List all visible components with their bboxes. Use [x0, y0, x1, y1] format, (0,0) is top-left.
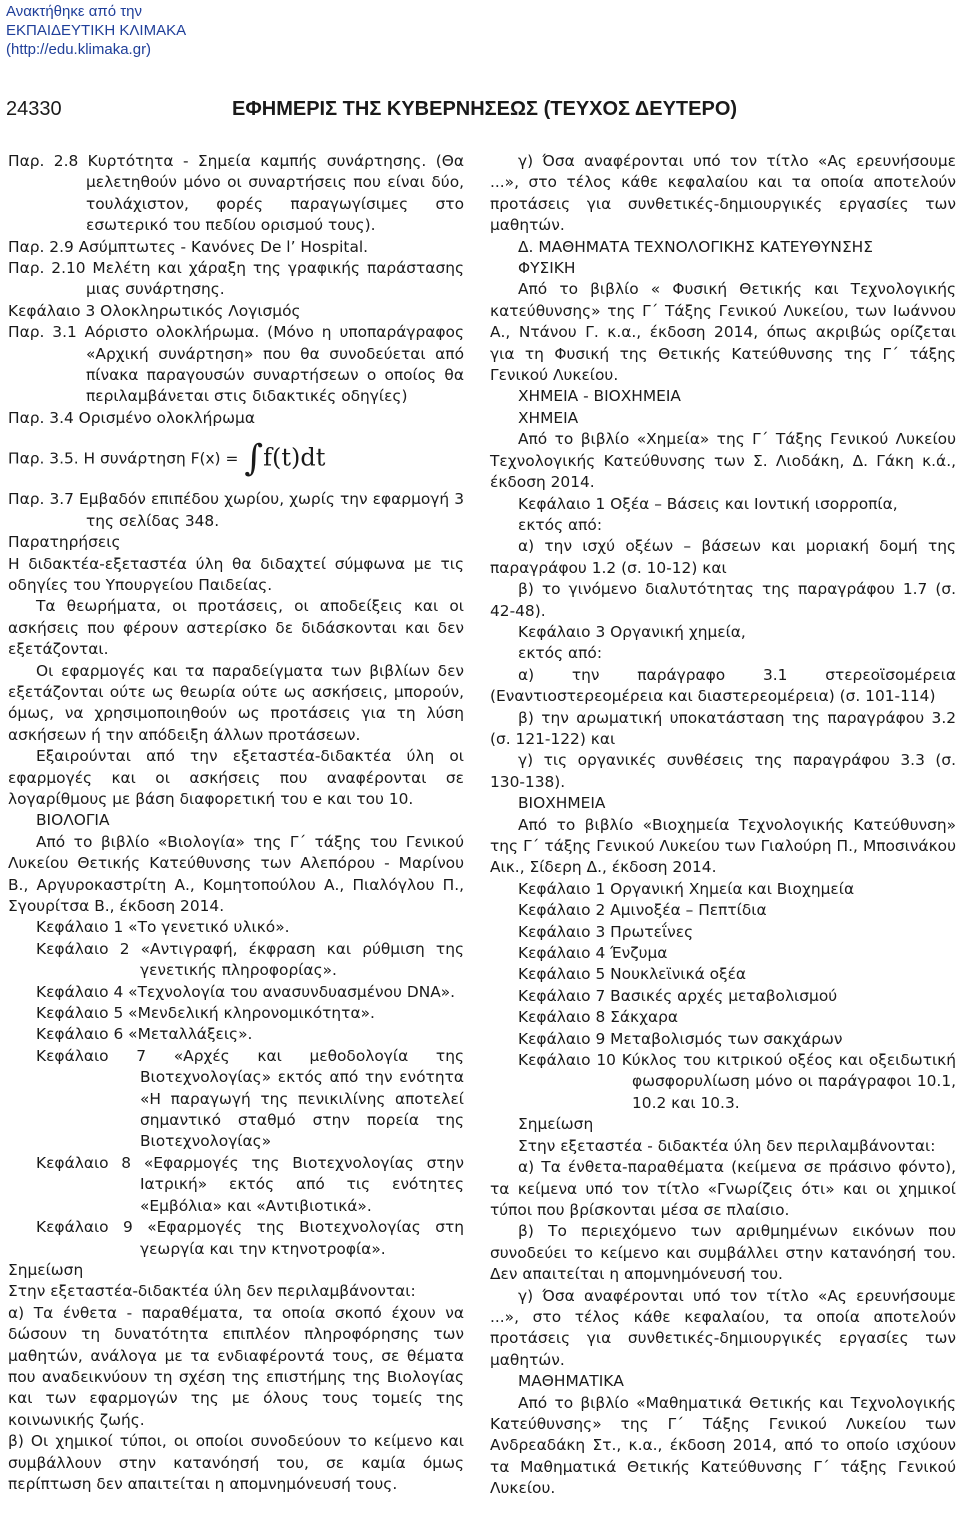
math-heading: ΜΑΘΗΜΑΤΙΚΑ [518, 1372, 624, 1391]
par-3-5 [8, 438, 464, 480]
notes-heading: Παρατηρήσεις [8, 533, 121, 552]
chem-note-c: γ) Όσα αναφέρονται υπό τον τίτλο «Ας ερευνήσουμε ...», στο τέλος κάθε κεφαλαίου και τα οποία αποτελούν προτάσεις για συνθετικές-δημιουργικές εργασίες των μαθητών. [490, 152, 956, 235]
chemistry-heading: ΧΗΜΕΙΑ [518, 408, 579, 427]
biology-heading: ΒΙΟΛΟΓΙΑ [36, 811, 110, 830]
biochem-chapter-8: Κεφάλαιο 8 Σάκχαρα [518, 1008, 679, 1027]
par-3-4: Παρ. 3.4 Ορισμένο ολοκλήρωμα [8, 408, 255, 427]
integral-icon: ∫ [244, 438, 264, 480]
chem-except-1: εκτός από: [518, 515, 603, 534]
chem-biochem-heading: ΧΗΜΕΙΑ - ΒΙΟΧΗΜΕΙΑ [518, 387, 681, 406]
section-d-heading: Δ. ΜΑΘΗΜΑΤΑ ΤΕΧΝΟΛΟΓΙΚΗΣ ΚΑΤΕΥΘΥΝΣΗΣ [518, 237, 873, 256]
biochem-chapter-10: Κεφάλαιο 10 Κύκλος του κιτρικού οξέος και οξειδωτική φωσφορυλίωση μόνο οι παράγραφοι 10.1, 10.2 και 10.3. [518, 1051, 956, 1112]
right-column [490, 151, 956, 1500]
gazette-title: ΕΦΗΜΕΡΙΣ ΤΗΣ ΚΥΒΕΡΝΗΣΕΩΣ (ΤΕΥΧΟΣ ΔΕΥΤΕΡΟ) [232, 98, 738, 120]
bio-note-a: α) Τα ένθετα - παραθέματα, τα οποία σκοπό έχουν να δώσουν τη δυνατότητα επιπλέον πληροφόρησης των μαθητών, ανάλογα με τα ενδιαφέροντά τους, σε θέματα που αναδεικνύουν τη σχέση της επιστήμης της Βιολογίας και των εφαρμογών της με όλους τους τομείς της κοινωνικής ζωής. [8, 1303, 464, 1429]
chem-except-3a: α) την παράγραφο 3.1 στερεοϊσομέρεια (Εναντιοστερεομέρεια και διαστερεομέρεια) (σ. 101-114) [490, 665, 956, 706]
bio-chapter-8: Κεφάλαιο 8 «Εφαρμογές της Βιοτεχνολογίας στην Ιατρική» εκτός από τις ενότητες «Εμβόλια» και «Αντιβιοτικά». [36, 1153, 464, 1215]
spacer [8, 477, 464, 489]
par-3-1: Παρ. 3.1 Αόριστο ολοκλήρωμα. (Μόνο η υποπαράγραφος «Αρχική συνάρτηση» που θα συνοδεύεται από πίνακα παραγουσών συναρτήσεων ο οποίος θα περιλαμβάνεται στις διδακτικές οδηγίες) [8, 323, 464, 406]
biochem-chapter-5: Κεφάλαιο 5 Νουκλεϊνικά οξέα [518, 965, 747, 984]
par-3-7: Παρ. 3.7 Εμβαδόν επιπέδου χωρίου, χωρίς την εφαρμογή 3 της σελίδας 348. [8, 490, 464, 530]
chem-except-3c: γ) τις οργανικές συνθέσεις της παραγράφου 3.3 (σ. 130-138). [490, 751, 956, 791]
biochem-note-b: β) Το περιεχόμενο των αριθμημένων εικόνων που συνοδεύει το κείμενο και συμβάλλει στην κατανόησή του. Δεν απαιτείται η απομνημόνευσή του. [490, 1222, 956, 1284]
chem-except-3b: β) την αρωματική υποκατάσταση της παραγράφου 3.2 (σ. 121-122) και [490, 708, 956, 748]
biochem-note-intro: Στην εξεταστέα - διδακτέα ύλη δεν περιλαμβάνονται: [518, 1136, 936, 1155]
bio-chapter-7: Κεφάλαιο 7 «Αρχές και μεθοδολογία της Βιοτεχνολογίας» εκτός από την ενότητα «Η παραγωγή της πενικιλίνης αποτελεί σημαντικό σταθμό στην πορεία της Βιοτεχνολογίας» [36, 1046, 464, 1151]
par-2-10: Παρ. 2.10 Μελέτη και χάραξη της γραφικής παράστασης μιας συνάρτησης. [8, 259, 464, 299]
par-2-8: Παρ. 2.8 Κυρτότητα - Σημεία καμπής συνάρτησης. (Θα μελετηθούν μόνο οι συναρτήσεις που είναι δύο, τουλάχιστον, φορές παραγωγίσιμες στο εσωτερικό του πεδίου ορισμού τους). [8, 152, 464, 235]
chapter-3-heading: Κεφάλαιο 3 Ολοκληρωτικός Λογισμός [8, 301, 301, 320]
bio-note-heading: Σημείωση [8, 1260, 84, 1279]
biochem-chapter-4: Κεφάλαιο 4 Ένζυμα [518, 944, 668, 963]
left-column [8, 151, 464, 1495]
chem-chapter-1: Κεφάλαιο 1 Οξέα – Βάσεις και Ιοντική ισορροπία, [518, 494, 898, 513]
bio-chapter-2: Κεφάλαιο 2 «Αντιγραφή, έκφραση και ρύθμιση της γενετικής πληροφορίας». [36, 939, 464, 980]
stamp-link[interactable]: (http://edu.klimaka.gr) [6, 41, 152, 58]
chem-except-1b: β) το γινόμενο διαλυτότητας της παραγράφου 1.7 (σ. 42-48). [490, 580, 956, 620]
bio-chapter-1: Κεφάλαιο 1 «Το γενετικό υλικό». [36, 918, 290, 937]
biochem-book: Από το βιβλίο «Βιοχημεία Τεχνολογικής Κατεύθυνση» της Γ΄ τάξης Γενικού Λυκείου των Γιαλούρη Π., Μποσινάκου Αικ., Σίδερη Δ., έκδοση 2014. [490, 815, 956, 877]
bio-note-intro: Στην εξεταστέα-διδακτέα ύλη δεν περιλαμβάνονται: [8, 1282, 416, 1301]
biochem-note-c: γ) Όσα αναφέρονται υπό τον τίτλο «Ας ερευνήσουμε ...», στο τέλος κάθε κεφαλαίου, τα οποία αποτελούν προτάσεις για συνθετικές-δημιουργικές εργασίες των μαθητών. [490, 1286, 956, 1369]
note-logarithms: Εξαιρούνται από την εξεταστέα-διδακτέα ύλη οι εφαρμογές και οι ασκήσεις που αναφέρονται σε λογαρίθμους με βάση διαφορετική του e και του 10. [8, 747, 464, 808]
bio-chapter-5: Κεφάλαιο 5 «Μενδελική κληρονομικότητα». [36, 1004, 375, 1023]
par-2-9: Παρ. 2.9 Ασύμπτωτες - Κανόνες De l’ Hospital. [8, 237, 369, 256]
page-number: 24330 [6, 98, 62, 120]
integral-formula [244, 438, 326, 480]
math-book: Από το βιβλίο «Μαθηματικά Θετικής και Τεχνολογικής Κατεύθυνσης» της Γ΄ Τάξης Γενικού Λυκείου των Ανδρεαδάκη Στ., κ.α., έκδοση 2014, από το οποίο ισχύουν τα Μαθηματικά Θετικής Κατεύθυνσης Γ΄ τάξης Γενικού Λυκείου. [490, 1393, 956, 1498]
note-asterisk: Τα θεωρήματα, οι προτάσεις, οι αποδείξεις και οι ασκήσεις που φέρουν αστερίσκο δε διδάσκονται και δεν εξετάζονται. [8, 597, 464, 659]
integral-body: f(t)dt [263, 443, 326, 472]
biochem-chapter-7: Κεφάλαιο 7 Βασικές αρχές μεταβολισμού [518, 986, 838, 1005]
bio-chapter-6: Κεφάλαιο 6 «Μεταλλάξεις». [36, 1025, 253, 1044]
biochem-chapter-1: Κεφάλαιο 1 Οργανική Χημεία και Βιοχημεία [518, 879, 855, 898]
source-stamp [6, 2, 186, 59]
chemistry-book: Από το βιβλίο «Χημεία» της Γ΄ Τάξης Γενικού Λυκείου Τεχνολογικής Κατεύθυνσης των Σ. Λιοδάκη, Δ. Γάκη κ.ά., έκδοση 2014. [490, 430, 956, 492]
bio-chapter-9: Κεφάλαιο 9 «Εφαρμογές της Βιοτεχνολογίας στη γεωργία και την κτηνοτροφία». [36, 1218, 464, 1258]
note-examples: Οι εφαρμογές και τα παραδείγματα των βιβλίων δεν εξετάζονται ούτε ως θεωρία ούτε ως ασκήσεις, μπορούν, όμως, να χρησιμοποιηθούν ως προτάσεις για τη λύση ασκήσεων ή την απόδειξη άλλων προτάσεων. [8, 661, 464, 744]
biology-book: Από το βιβλίο «Βιολογία» της Γ΄ τάξης του Γενικού Λυκείου Θετικής Κατεύθυνσης των Αλεπόρου - Μαρίνου Β., Αργυροκαστρίτη Α., Κομητοπούλου Α., Πιαλόγλου Π., Σγουρίτσα Β., έκδοση 2014. [8, 832, 464, 915]
biochem-chapter-9: Κεφάλαιο 9 Μεταβολισμός των σακχάρων [518, 1029, 843, 1048]
biochem-note-heading: Σημείωση [518, 1115, 594, 1134]
chem-except-1a: α) την ισχύ οξέων – βάσεων και μοριακή δομή της παραγράφου 1.2 (σ. 10-12) και [490, 537, 956, 577]
stamp-line-2: ΕΚΠΑΙΔΕΥΤΙΚΗ ΚΛΙΜΑΚΑ [6, 22, 187, 39]
bio-chapter-4: Κεφάλαιο 4 «Τεχνολογία του ανασυνδυασμένου DNA». [36, 982, 456, 1001]
stamp-line-1: Ανακτήθηκε από την [6, 3, 143, 20]
physics-book: Από το βιβλίο « Φυσική Θετικής και Τεχνολογικής κατεύθυνσης» της Γ΄ Τάξης Γενικού Λυκείου, των Ιωάννου Α., Ντάνου Γ. κ.α., έκδοση 2014, όπως ακριβώς ορίζεται για τη Φυσική της Θετικής Κατεύθυνσης της Γ΄ τάξης Γενικού Λυκείου. [490, 280, 956, 385]
bio-note-b: β) Οι χημικοί τύποι, οι οποίοι συνοδεύουν το κείμενο και συμβάλλουν στην κατανόησή του, σε καμία όμως περίπτωση δεν απαιτείται η απομνημόνευσή τους. [8, 1432, 464, 1493]
biochem-chapter-3: Κεφάλαιο 3 Πρωτεΐνες [518, 922, 694, 941]
page-header [0, 98, 960, 128]
physics-heading: ΦΥΣΙΚΗ [518, 259, 576, 278]
biochem-heading: ΒΙΟΧΗΜΕΙΑ [518, 794, 606, 813]
chem-chapter-3: Κεφάλαιο 3 Οργανική χημεία, [518, 622, 746, 641]
biochem-note-a: α) Τα ένθετα-παραθέματα (κείμενα σε πράσινο φόντο), τα κείμενα υπό τον τίτλο «Γνωρίζεις ότι» και οι χημικοί τύποι που βρίσκονται μέσα σε πλαίσιο. [490, 1158, 956, 1219]
chem-except-3: εκτός από: [518, 644, 603, 663]
spacer [8, 429, 464, 441]
biochem-chapter-2: Κεφάλαιο 2 Αμινοξέα – Πεπτίδια [518, 901, 767, 920]
par-3-5-text: Παρ. 3.5. Η συνάρτηση F(x) = [8, 449, 239, 468]
note-curriculum: Η διδακτέα-εξεταστέα ύλη θα διδαχτεί σύμφωνα με τις οδηγίες του Υπουργείου Παιδείας. [8, 554, 464, 594]
